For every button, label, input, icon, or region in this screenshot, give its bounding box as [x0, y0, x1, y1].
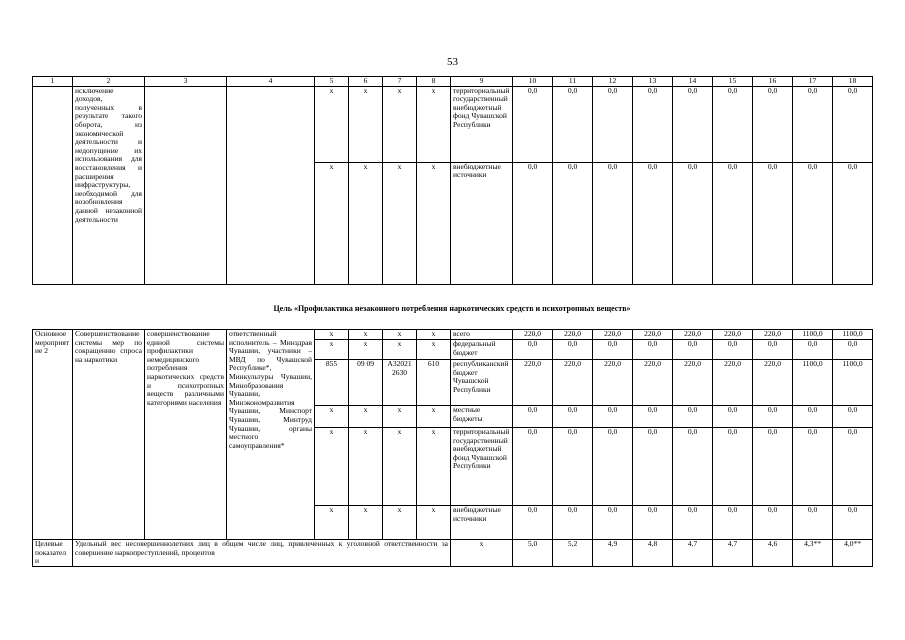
value-cell: 220,0	[673, 330, 713, 340]
value-cell: 0,0	[713, 340, 753, 360]
value-cell: 0,0	[793, 506, 833, 540]
col-number: 11	[553, 77, 593, 87]
value-cell: 0,0	[553, 340, 593, 360]
value-cell: 0,0	[753, 86, 793, 162]
column-number-row	[33, 77, 873, 87]
cell-grbs: x	[315, 406, 349, 428]
indicator-value: 4,9	[593, 540, 633, 567]
col-number: 17	[793, 77, 833, 87]
cell-target: x	[383, 406, 417, 428]
value-cell: 220,0	[673, 360, 713, 406]
activity-name: Совершенствование системы мер по сокращению спроса на наркотики	[73, 330, 145, 540]
cell-section: x	[349, 340, 383, 360]
cell-section: x	[349, 406, 383, 428]
value-cell: 220,0	[633, 330, 673, 340]
value-cell: 0,0	[513, 86, 553, 162]
indicator-value: 4,3**	[793, 540, 833, 567]
value-cell: 0,0	[553, 406, 593, 428]
cell-grbs: x	[315, 506, 349, 540]
cell-target: А32021 2630	[383, 360, 417, 406]
indicator-value: 5,0	[513, 540, 553, 567]
value-cell: 0,0	[793, 406, 833, 428]
value-cell: 0,0	[593, 428, 633, 506]
funding-source: внебюджетные источники	[451, 506, 513, 540]
value-cell: 0,0	[793, 86, 833, 162]
col-number: 18	[833, 77, 873, 87]
value-cell: 0,0	[713, 162, 753, 284]
cell-target: x	[383, 162, 417, 284]
col-number: 10	[513, 77, 553, 87]
cell-grbs: x	[315, 86, 349, 162]
value-cell: 0,0	[553, 428, 593, 506]
value-cell: 0,0	[753, 162, 793, 284]
value-cell: 0,0	[833, 162, 873, 284]
value-cell: 0,0	[713, 86, 753, 162]
value-cell: 0,0	[673, 506, 713, 540]
value-cell: 0,0	[753, 406, 793, 428]
value-cell: 0,0	[593, 340, 633, 360]
value-cell: 0,0	[513, 406, 553, 428]
value-cell: 0,0	[593, 406, 633, 428]
value-cell: 0,0	[673, 406, 713, 428]
value-cell: 0,0	[833, 428, 873, 506]
value-cell: 1100,0	[793, 330, 833, 340]
value-cell: 0,0	[513, 506, 553, 540]
cell-target: x	[383, 330, 417, 340]
cell-expense: x	[417, 406, 451, 428]
empty-cell	[33, 86, 73, 284]
indicator-label: Целевые показатели	[33, 540, 73, 567]
col-number: 6	[349, 77, 383, 87]
value-cell: 0,0	[713, 506, 753, 540]
value-cell: 220,0	[713, 330, 753, 340]
activity-number: Основное мероприятие 2	[33, 330, 73, 540]
activity-task: совершенствование единой системы профилактики немедицинского потребления наркотических средств и психотропных веществ различными категориями населения	[145, 330, 227, 540]
value-cell: 220,0	[713, 360, 753, 406]
value-cell: 0,0	[833, 406, 873, 428]
value-cell: 220,0	[553, 360, 593, 406]
value-cell: 220,0	[513, 360, 553, 406]
col-number: 2	[73, 77, 145, 87]
main-activity-table	[32, 329, 873, 567]
cell-section: x	[349, 428, 383, 506]
value-cell: 0,0	[553, 506, 593, 540]
cell-target: x	[383, 428, 417, 506]
col-number: 1	[33, 77, 73, 87]
cell-expense: x	[417, 506, 451, 540]
col-number: 4	[227, 77, 315, 87]
value-cell: 220,0	[753, 330, 793, 340]
cell-section: x	[349, 86, 383, 162]
value-cell: 220,0	[593, 360, 633, 406]
responsible-executor: ответственный исполнитель – Минздрав Чувашии, участники – МВД по Чувашской Республике*, Минкультуры Чувашии, Минобразования Чувашии, Минэкономразвития Чувашии, Минспорт Чувашии, Минтруд Чувашии, органы местного самоуправления*	[227, 330, 315, 540]
empty-cell	[227, 86, 315, 284]
value-cell: 0,0	[713, 428, 753, 506]
funding-source: всего	[451, 330, 513, 340]
value-cell: 0,0	[673, 162, 713, 284]
value-cell: 0,0	[793, 162, 833, 284]
indicator-value: 4,7	[673, 540, 713, 567]
value-cell: 0,0	[513, 340, 553, 360]
value-cell: 1100,0	[833, 330, 873, 340]
funding-source: республиканский бюджет Чувашской Республики	[451, 360, 513, 406]
value-cell: 0,0	[753, 428, 793, 506]
col-number: 3	[145, 77, 227, 87]
indicator-value: 4,6	[753, 540, 793, 567]
cell-grbs: x	[315, 330, 349, 340]
value-cell: 0,0	[833, 86, 873, 162]
cell-expense: x	[417, 330, 451, 340]
value-cell: 0,0	[513, 428, 553, 506]
cell-target: x	[383, 506, 417, 540]
value-cell: 1100,0	[793, 360, 833, 406]
indicator-value: 5,2	[553, 540, 593, 567]
col-number: 13	[633, 77, 673, 87]
value-cell: 220,0	[593, 330, 633, 340]
indicator-value: 4,7	[713, 540, 753, 567]
value-cell: 0,0	[753, 506, 793, 540]
value-cell: 0,0	[753, 340, 793, 360]
value-cell: 0,0	[793, 340, 833, 360]
empty-cell	[145, 86, 227, 284]
cell-expense: 610	[417, 360, 451, 406]
cell-grbs: x	[315, 428, 349, 506]
funding-source: местные бюджеты	[451, 406, 513, 428]
value-cell: 0,0	[633, 340, 673, 360]
value-cell: 220,0	[513, 330, 553, 340]
page-number: 53	[447, 56, 458, 68]
value-cell: 220,0	[633, 360, 673, 406]
col-number: 14	[673, 77, 713, 87]
value-cell: 0,0	[713, 406, 753, 428]
table-row	[33, 86, 873, 162]
cell-expense: x	[417, 86, 451, 162]
value-cell: 0,0	[553, 162, 593, 284]
value-cell: 0,0	[673, 428, 713, 506]
continuation-table	[32, 76, 873, 285]
cell-expense: x	[417, 340, 451, 360]
col-number: 15	[713, 77, 753, 87]
value-cell: 0,0	[833, 506, 873, 540]
value-cell: 0,0	[633, 86, 673, 162]
indicator-row	[33, 540, 873, 567]
funding-source: территориальный государственный внебюджетный фонд Чувашской Республики	[451, 86, 513, 162]
cell-section: x	[349, 330, 383, 340]
activity-description: исключение доходов, полученных в результате такого оборота, из экономической деятельности и недопущение их использования для восстановления и расширения инфраструктуры, необходимой для возобновления данной незаконной деятельности	[73, 86, 145, 284]
value-cell: 0,0	[673, 340, 713, 360]
funding-source: территориальный государственный внебюджетный фонд Чувашской Республики	[451, 428, 513, 506]
table-row	[33, 330, 873, 340]
cell-section: x	[349, 162, 383, 284]
value-cell: 0,0	[633, 428, 673, 506]
value-cell: 0,0	[793, 428, 833, 506]
indicator-value: 4,0**	[833, 540, 873, 567]
col-number: 7	[383, 77, 417, 87]
goal-title: Цель «Профилактика незаконного потребления наркотических средств и психотропных веществ»	[273, 304, 631, 313]
cell-section: x	[349, 506, 383, 540]
value-cell: 0,0	[833, 340, 873, 360]
value-cell: 0,0	[673, 86, 713, 162]
cell-grbs: x	[315, 162, 349, 284]
indicator-value: 4,8	[633, 540, 673, 567]
cell-target: x	[383, 86, 417, 162]
value-cell: 0,0	[593, 162, 633, 284]
funding-source: федеральный бюджет	[451, 340, 513, 360]
value-cell: 0,0	[593, 506, 633, 540]
value-cell: 0,0	[633, 506, 673, 540]
value-cell: 0,0	[553, 86, 593, 162]
value-cell: 0,0	[513, 162, 553, 284]
cell-target: x	[383, 340, 417, 360]
cell-expense: x	[417, 428, 451, 506]
col-number: 16	[753, 77, 793, 87]
cell-expense: x	[417, 162, 451, 284]
col-number: 8	[417, 77, 451, 87]
cell-grbs: 855	[315, 360, 349, 406]
col-number: 12	[593, 77, 633, 87]
col-number: 5	[315, 77, 349, 87]
cell-section: 09 09	[349, 360, 383, 406]
value-cell: 220,0	[753, 360, 793, 406]
value-cell: 1100,0	[833, 360, 873, 406]
value-cell: 220,0	[553, 330, 593, 340]
indicator-text: Удельный вес несовершеннолетних лиц в общем числе лиц, привлеченных к уголовной ответственности за совершение наркопреступлений, процентов	[73, 540, 451, 567]
cell-grbs: x	[315, 340, 349, 360]
value-cell: 0,0	[593, 86, 633, 162]
value-cell: 0,0	[633, 406, 673, 428]
indicator-marker: х	[451, 540, 513, 567]
value-cell: 0,0	[633, 162, 673, 284]
col-number: 9	[451, 77, 513, 87]
funding-source: внебюджетные источники	[451, 162, 513, 284]
